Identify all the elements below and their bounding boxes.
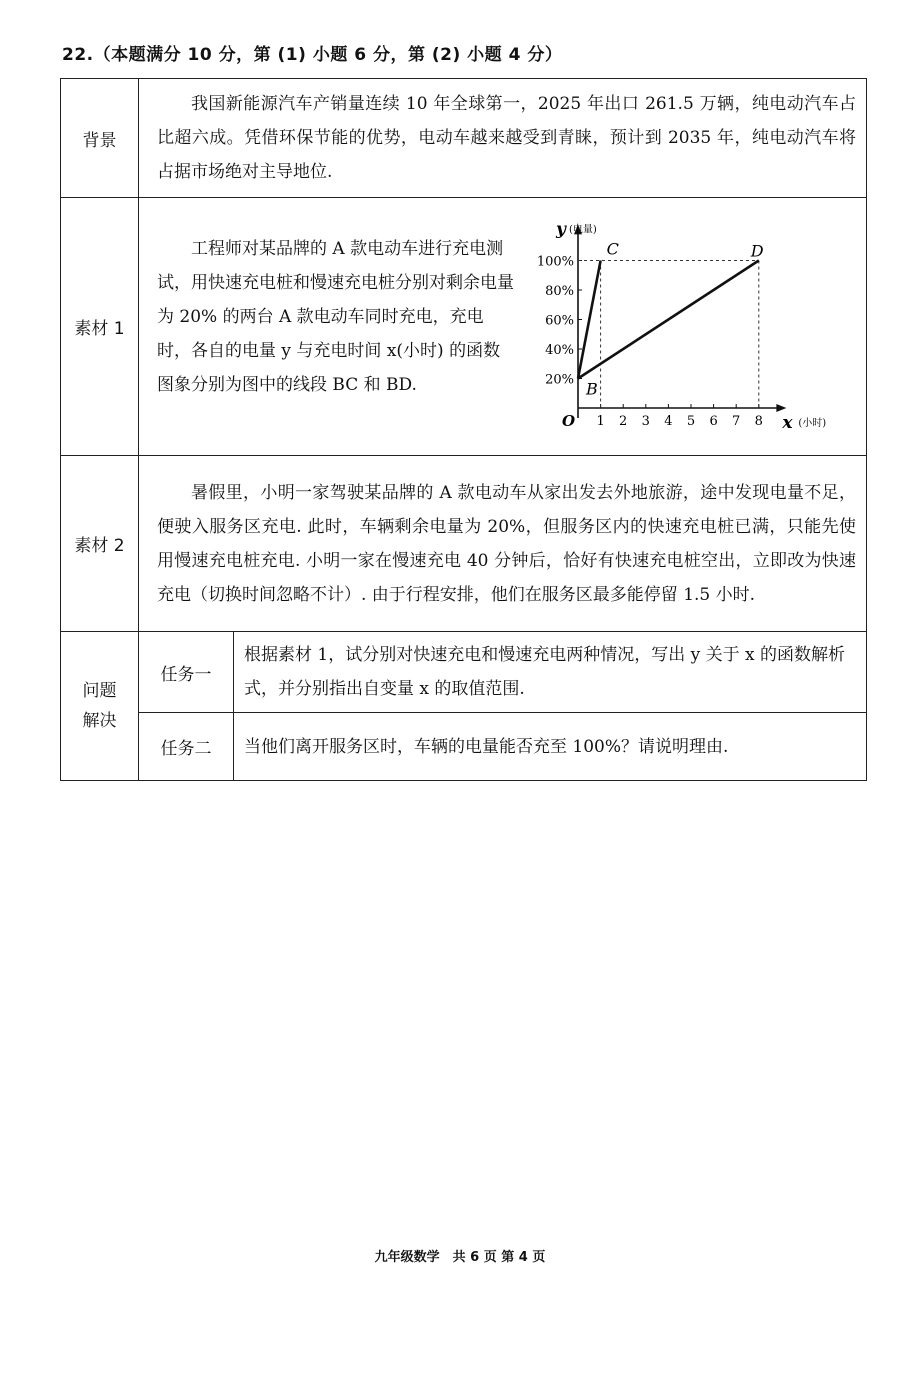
task1-text: 根据素材 1，试分别对快速充电和慢速充电两种情况，写出 y 关于 x 的函数解析式，并分别指出自变量 x 的取值范围. — [244, 645, 846, 699]
x-axis-label: x — [782, 412, 793, 433]
material2-label: 素材 2 — [61, 456, 139, 632]
y-tick-label: 40% — [545, 342, 574, 358]
task2-cell — [234, 713, 867, 781]
background-cell — [139, 79, 867, 198]
material1-cell — [139, 198, 867, 456]
x-tick-label: 3 — [641, 413, 650, 429]
problem-label-text: 问题解决 — [82, 681, 117, 731]
y-axis-unit: (电量) — [569, 223, 597, 235]
task2-row — [61, 713, 867, 781]
material1-text: 工程师对某品牌的 A 款电动车进行充电测试，用快速充电桩和慢速充电桩分别对剩余电量为 20% 的两台 A 款电动车同时充电，充电时，各自的电量 y 与充电时间 x(小时) 的函数图象分别为图中的线段 BC 和 BD. — [157, 238, 514, 395]
material1-label: 素材 1 — [61, 198, 139, 456]
y-tick-label: 100% — [536, 254, 574, 269]
background-text: 我国新能源汽车产销量连续 10 年全球第一，2025 年出口 261.5 万辆，纯电动汽车占比超六成。凭借环保节能的优势，电动车越来越受到青睐，预计到 2035 年，纯电动汽车将占据市场绝对主导地位. — [157, 94, 856, 182]
material2-cell — [139, 456, 867, 632]
task2-text: 当他们离开服务区时，车辆的电量能否充至 100%？请说明理由. — [244, 736, 729, 757]
task1-cell — [234, 632, 867, 713]
x-tick-label: 2 — [619, 413, 628, 429]
task1-row — [61, 632, 867, 713]
background-row — [61, 79, 867, 198]
material2-text: 暑假里，小明一家驾驶某品牌的 A 款电动车从家出发去外地旅游，途中发现电量不足，便驶入服务区充电. 此时，车辆剩余电量为 20%，但服务区内的快速充电桩已满，只能先使用慢速充电桩充电. 小明一家在慢速充电 40 分钟后，恰好有快速充电桩空出，立即改为快速充电（切换时间忽略不计）. 由于行程安排，他们在服务区最多能停留 1.5 小时. — [157, 482, 856, 605]
x-tick-label: 6 — [709, 413, 718, 429]
page-footer: 九年级数学 共 6 页 第 4 页 — [374, 1250, 546, 1265]
y-tick-label: 80% — [545, 283, 574, 299]
x-axis-unit: (小时) — [798, 417, 827, 429]
y-axis-label: y — [556, 218, 566, 239]
y-tick-label: 60% — [545, 313, 574, 328]
problem-label — [61, 632, 139, 781]
x-tick-label: 5 — [686, 413, 696, 429]
x-tick-label: 1 — [596, 413, 605, 429]
material1-row — [61, 198, 867, 456]
x-tick-label: 8 — [754, 413, 763, 429]
question-header: 22.（本题满分 10 分，第 (1) 小题 6 分，第 (2) 小题 4 分） — [62, 45, 563, 65]
x-tick-label: 7 — [732, 413, 741, 429]
task1-label: 任务一 — [139, 632, 234, 713]
x-tick-label: 4 — [664, 413, 673, 429]
point-label-c: C — [606, 239, 619, 258]
point-label-d: D — [750, 241, 764, 260]
background-label: 背景 — [61, 79, 139, 198]
question-table — [60, 78, 867, 781]
point-label-b: B — [586, 379, 598, 398]
segment-bd — [578, 260, 759, 378]
material2-row — [61, 456, 867, 632]
charging-graph — [535, 218, 827, 440]
origin-label: O — [562, 411, 576, 430]
y-tick-label: 20% — [545, 372, 574, 387]
task2-label: 任务二 — [139, 713, 234, 781]
x-axis-arrow — [776, 404, 786, 412]
